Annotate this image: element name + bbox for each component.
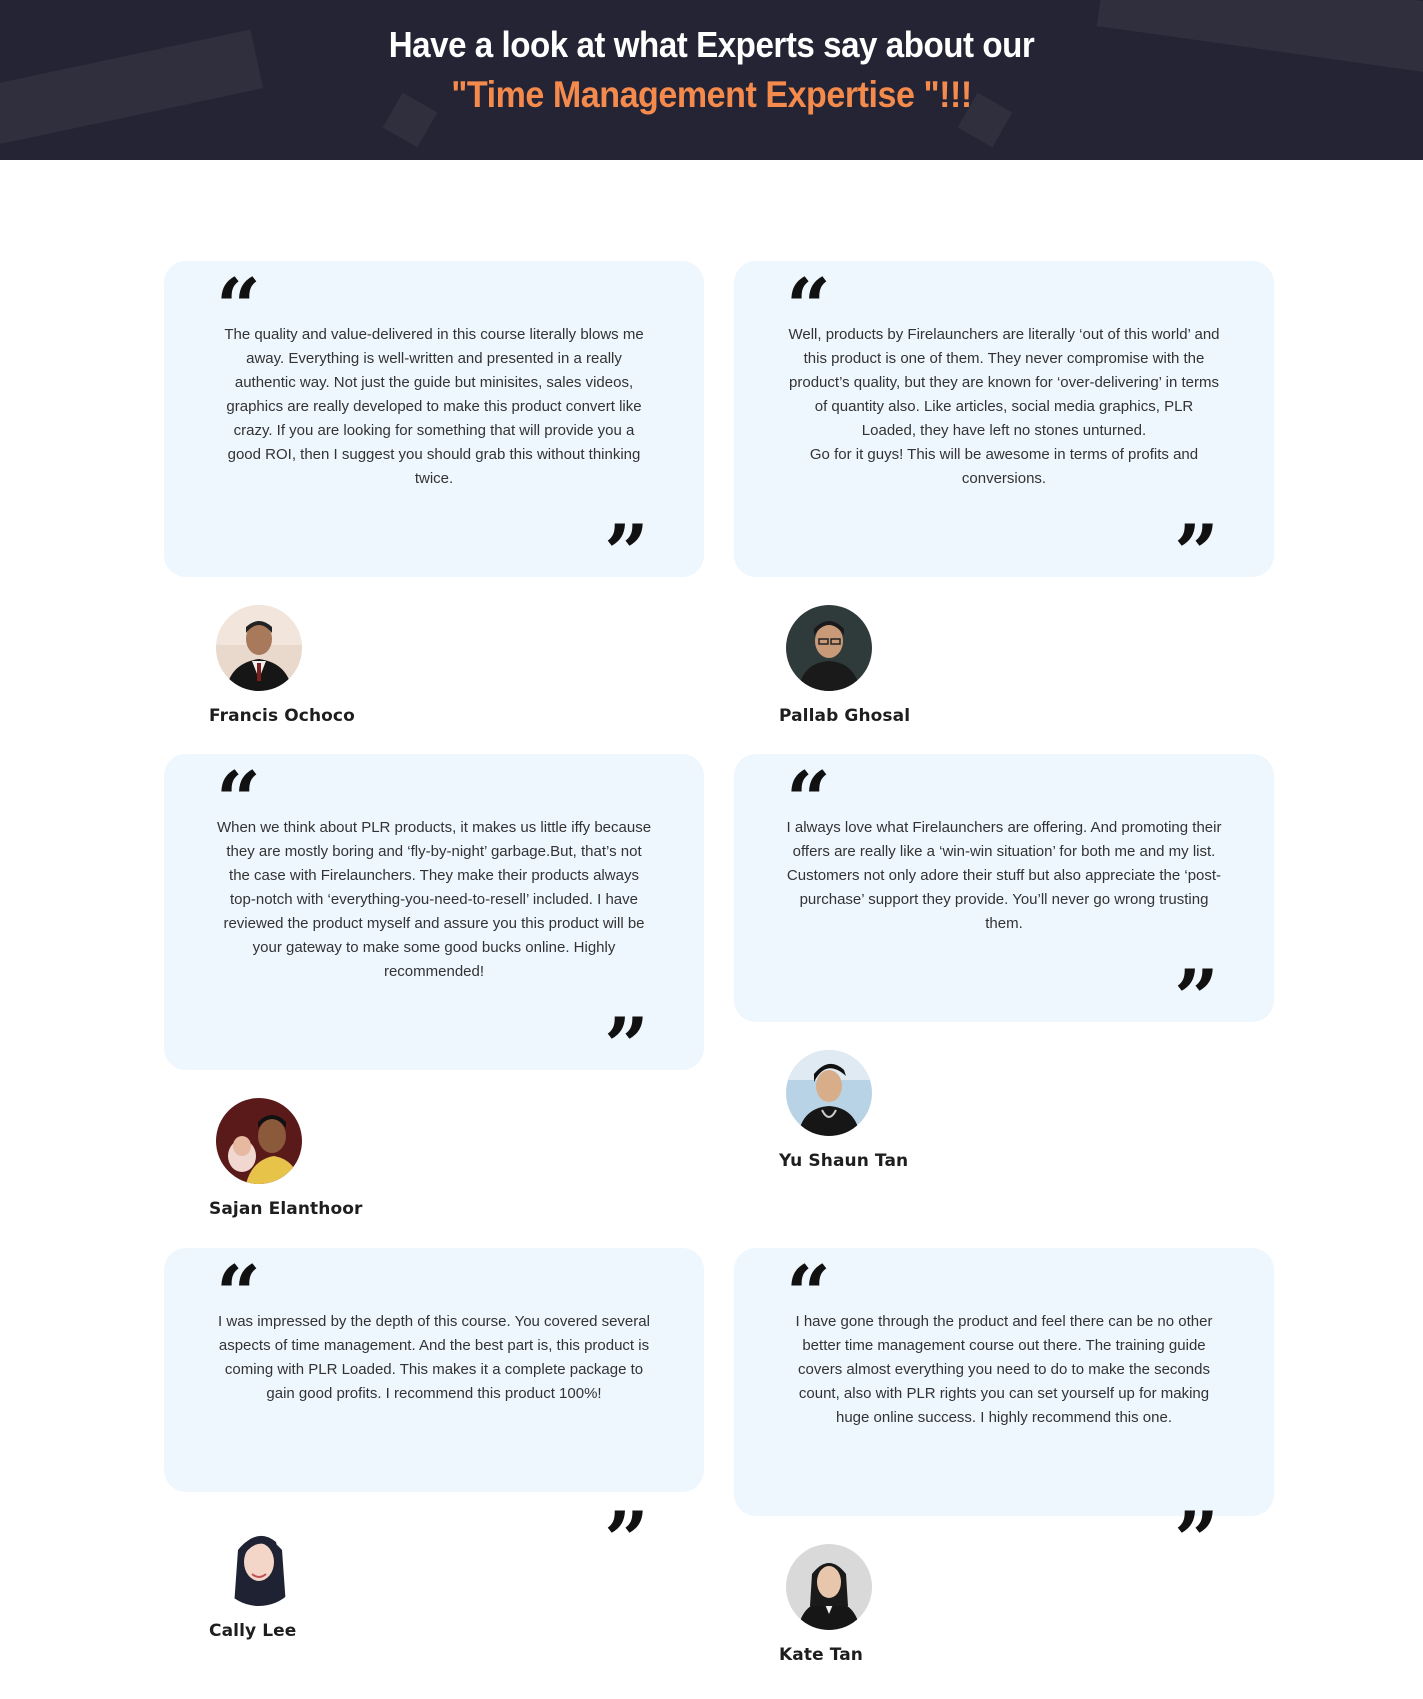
reviewer-name: Yu Shaun Tan [779,1151,909,1171]
avatar [786,1050,872,1136]
avatar [786,1544,872,1630]
avatar [216,1520,302,1606]
reviewer-name: Cally Lee [209,1621,297,1641]
avatar [216,605,302,691]
reviewer-name: Pallab Ghosal [779,706,911,726]
open-quote-icon: “ [786,262,831,353]
open-quote-icon: “ [786,755,831,846]
testimonial-text: When we think about PLR products, it makes us little iffy because they are mostly boring and ‘fly-by-night’ garbage.But, that’s not the case with Firelaunchers. They make their products always top-notch with ‘everything-you-need-to-resell’ included. I have reviewed the product myself and assure you this product will be your gateway to make some good bucks online. Highly recommended! [216,819,652,980]
avatar [216,1098,302,1184]
open-quote-icon: “ [216,755,261,846]
close-quote-icon: ” [1174,953,1219,1044]
open-quote-icon: “ [786,1249,831,1340]
testimonial-card [734,1248,1274,1586]
reviewer-name: Sajan Elanthoor [209,1199,363,1219]
reviewer-name: Francis Ochoco [209,706,355,726]
header-highlight: "Time Management Expertise "!!! [451,74,972,115]
close-quote-icon: ” [604,1001,649,1092]
open-quote-icon: “ [216,1249,261,1340]
reviewer-name: Kate Tan [779,1645,863,1665]
testimonial-text: Well, products by Firelaunchers are literally ‘out of this world’ and this product is one of them. They never compromise with the product’s quality, but they are known for ‘over-delivering’ in terms of quantity also. Like articles, social media graphics, PLR Loaded, they have left no stones unturned. Go for it guys! This will be awesome in terms of profits and conversions. [788,326,1220,487]
close-quote-icon: ” [604,508,649,599]
header-title: Have a look at what Experts say about our [388,24,1035,65]
testimonials-header [0,0,1423,160]
testimonial-card [164,1248,704,1586]
testimonial-text: I always love what Firelaunchers are offering. And promoting their offers are really like a ‘win-win situation’ for both me and my list. Customers not only adore their stuff but also appreciate the ‘post-purchase’ support they provide. You’ll never go wrong trusting them. [786,819,1222,932]
testimonial-text: The quality and value-delivered in this course literally blows me away. Everything is well-written and presented in a really authentic way. Not just the guide but minisites, sales videos, graphics are really developed to make this product convert like crazy. If you are looking for something that will provide you a good ROI, then I suggest you should grab this without thinking twice. [224,326,644,487]
testimonial-card [164,754,704,1092]
close-quote-icon: ” [604,1495,649,1586]
testimonial-card [734,754,1274,1044]
testimonial-text: I have gone through the product and feel there can be no other better time management course out there. The training guide covers almost everything you need to do to make the seconds count, also with PLR rights you can set yourself up for making huge online success. I highly recommend this one. [795,1313,1213,1426]
close-quote-icon: ” [1174,1495,1219,1586]
avatar [786,605,872,691]
testimonial-text: I was impressed by the depth of this course. You covered several aspects of time management. And the best part is, this product is coming with PLR Loaded. This makes it a complete package to gain good profits. I recommend this product 100%! [218,1313,650,1402]
testimonial-card [164,261,704,599]
testimonial-card [734,261,1274,599]
close-quote-icon: ” [1174,508,1219,599]
open-quote-icon: “ [216,262,261,353]
